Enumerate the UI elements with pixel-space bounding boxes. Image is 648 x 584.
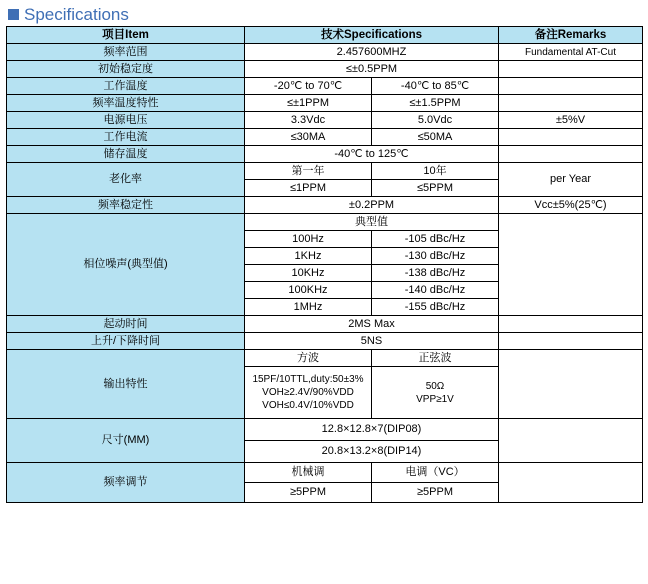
stability-remark: Vcc±5%(25℃) (499, 197, 643, 214)
row-value-2: ≤50MA (372, 129, 499, 146)
header-remarks: 备注Remarks (499, 27, 643, 44)
row-label-aging: 老化率 (7, 163, 245, 197)
row-label: 工作电流 (7, 129, 245, 146)
table-row-phase-noise-header (7, 214, 643, 231)
phase-noise-value: -140 dBc/Hz (372, 282, 499, 299)
output-sine-line-1: 50Ω (425, 380, 445, 392)
phase-noise-offset: 1KHz (245, 248, 372, 265)
page-title-text: Specifications (24, 4, 129, 24)
row-value-1: ≤±1PPM (245, 95, 372, 112)
row-value: -40℃ to 125℃ (245, 146, 499, 163)
freq-adjust-remark (499, 463, 643, 503)
freq-adjust-voltage-value: ≥5PPM (372, 483, 499, 503)
output-sq-line-2: VOH≥2.4V/90%VDD (262, 387, 354, 398)
startup-value: 2MS Max (245, 316, 499, 333)
phase-noise-value: -130 dBc/Hz (372, 248, 499, 265)
row-label: 频率稳定性 (7, 197, 245, 214)
freq-adjust-mechanical-value: ≥5PPM (245, 483, 372, 503)
output-square-wave-values (245, 367, 372, 419)
output-remark (499, 350, 643, 419)
output-sine-line-2: VPP≥1V (416, 393, 454, 405)
size-remark (499, 419, 643, 463)
rise-fall-remark (499, 333, 643, 350)
table-row (7, 61, 643, 78)
row-value: ≤±0.5PPM (245, 61, 499, 78)
row-value-2: ≤±1.5PPM (372, 95, 499, 112)
phase-noise-offset: 100KHz (245, 282, 372, 299)
table-row-stability (7, 197, 643, 214)
row-label: 电源电压 (7, 112, 245, 129)
aging-period-first-year: 第一年 (245, 163, 372, 180)
output-sq-line-3: VOH≤0.4V/10%VDD (262, 400, 354, 411)
phase-noise-typical-header: 典型值 (245, 214, 499, 231)
table-row (7, 95, 643, 112)
row-label: 工作温度 (7, 78, 245, 95)
specifications-table (6, 26, 643, 503)
row-label-freq-adjust: 频率调节 (7, 463, 245, 503)
row-value-1: 3.3Vdc (245, 112, 372, 129)
row-remark: Fundamental AT-Cut (499, 44, 643, 61)
output-sine-wave-header: 正弦波 (372, 350, 499, 367)
table-header-row (7, 27, 643, 44)
phase-noise-offset: 1MHz (245, 299, 372, 316)
row-label-output: 输出特性 (7, 350, 245, 419)
table-row-startup (7, 316, 643, 333)
startup-remark (499, 316, 643, 333)
rise-fall-value: 5NS (245, 333, 499, 350)
table-row-freq-adjust-1 (7, 463, 643, 483)
freq-adjust-mechanical-header: 机械调 (245, 463, 372, 483)
phase-noise-remark (499, 214, 643, 316)
row-remark (499, 129, 643, 146)
row-label: 储存温度 (7, 146, 245, 163)
table-row (7, 112, 643, 129)
row-remark: ±5%V (499, 112, 643, 129)
row-value-2: -40℃ to 85℃ (372, 78, 499, 95)
row-label-size: 尺寸(MM) (7, 419, 245, 463)
row-value-2: 5.0Vdc (372, 112, 499, 129)
output-sq-line-1: 15PF/10TTL,duty:50±3% (252, 374, 364, 385)
aging-value-ten-year: ≤5PPM (372, 180, 499, 197)
table-row-aging-1 (7, 163, 643, 180)
size-value-dip08: 12.8×12.8×7(DIP08) (245, 419, 499, 441)
table-row (7, 129, 643, 146)
table-row (7, 44, 643, 61)
row-label: 起动时间 (7, 316, 245, 333)
row-value-1: ≤30MA (245, 129, 372, 146)
size-value-dip14: 20.8×13.2×8(DIP14) (245, 441, 499, 463)
table-row-rise-fall (7, 333, 643, 350)
freq-adjust-voltage-header: 电调（VC） (372, 463, 499, 483)
row-remark (499, 61, 643, 78)
row-label: 频率温度特性 (7, 95, 245, 112)
phase-noise-offset: 100Hz (245, 231, 372, 248)
phase-noise-offset: 10KHz (245, 265, 372, 282)
row-label: 初始稳定度 (7, 61, 245, 78)
row-remark (499, 146, 643, 163)
phase-noise-value: -155 dBc/Hz (372, 299, 499, 316)
row-label: 上升/下降时间 (7, 333, 245, 350)
phase-noise-value: -105 dBc/Hz (372, 231, 499, 248)
table-row-size-1 (7, 419, 643, 441)
row-remark (499, 78, 643, 95)
stability-value: ±0.2PPM (245, 197, 499, 214)
aging-period-ten-year: 10年 (372, 163, 499, 180)
row-label-phase-noise: 相位噪声(典型值) (7, 214, 245, 316)
page-title (0, 0, 648, 26)
row-remark (499, 95, 643, 112)
header-item: 项目Item (7, 27, 245, 44)
output-sine-wave-values (372, 367, 499, 419)
phase-noise-value: -138 dBc/Hz (372, 265, 499, 282)
table-row (7, 78, 643, 95)
header-specifications: 技术Specifications (245, 27, 499, 44)
row-label: 频率范围 (7, 44, 245, 61)
table-row-output-header (7, 350, 643, 367)
row-value-1: -20℃ to 70℃ (245, 78, 372, 95)
aging-value-first-year: ≤1PPM (245, 180, 372, 197)
aging-remark: per Year (499, 163, 643, 197)
blue-square-bullet-icon (8, 9, 19, 20)
table-row (7, 146, 643, 163)
row-value: 2.457600MHZ (245, 44, 499, 61)
output-square-wave-header: 方波 (245, 350, 372, 367)
